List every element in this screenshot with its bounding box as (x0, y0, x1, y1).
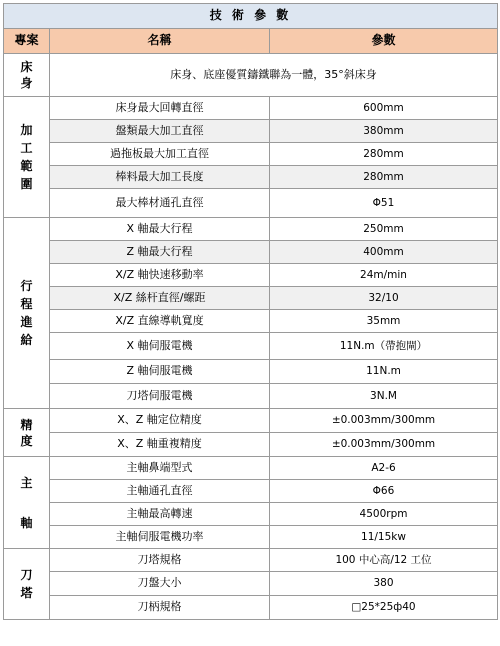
category-cell (4, 409, 50, 457)
table-row (4, 526, 498, 549)
param-value: Φ51 (270, 189, 498, 218)
param-name: X 軸最大行程 (50, 218, 270, 241)
table-row (4, 549, 498, 572)
param-name: Z 軸最大行程 (50, 241, 270, 264)
param-value: 3N.M (270, 384, 498, 409)
header-category: 專案 (4, 29, 50, 54)
category-cell (4, 457, 50, 549)
param-value: ±0.003mm/300mm (270, 433, 498, 457)
table-row (4, 218, 498, 241)
category-cell (4, 54, 50, 97)
param-value: 280mm (270, 143, 498, 166)
param-name: X/Z 直線導軌寬度 (50, 310, 270, 333)
param-name: 主軸最高轉速 (50, 503, 270, 526)
table-row (4, 503, 498, 526)
param-value: 380mm (270, 120, 498, 143)
category-label: 床身 (20, 60, 33, 90)
header-name: 名稱 (50, 29, 270, 54)
section-bed-row (4, 54, 498, 97)
param-name: 最大棒材通孔直徑 (50, 189, 270, 218)
category-label: 刀塔 (20, 568, 33, 600)
param-value: 35mm (270, 310, 498, 333)
param-value: 24m/min (270, 264, 498, 287)
param-value: 380 (270, 572, 498, 596)
table-row (4, 310, 498, 333)
title-row (4, 4, 498, 29)
table-row (4, 97, 498, 120)
category-label: 主軸 (20, 475, 33, 530)
param-value: A2-6 (270, 457, 498, 480)
param-value: Φ66 (270, 480, 498, 503)
spec-table (3, 3, 498, 620)
param-name: 刀塔規格 (50, 549, 270, 572)
param-value: □25*25ф40 (270, 596, 498, 620)
header-row (4, 29, 498, 54)
header-value: 參數 (270, 29, 498, 54)
param-name: 刀塔伺服電機 (50, 384, 270, 409)
category-label: 精度 (20, 417, 33, 448)
table-title: 技 術 參 數 (4, 4, 498, 29)
param-value: 250mm (270, 218, 498, 241)
table-row (4, 409, 498, 433)
table-row (4, 241, 498, 264)
param-name: X、Z 軸重複精度 (50, 433, 270, 457)
param-value: 100 中心高/12 工位 (270, 549, 498, 572)
param-name: X、Z 軸定位精度 (50, 409, 270, 433)
param-name: 主軸通孔直徑 (50, 480, 270, 503)
param-name: 刀柄規格 (50, 596, 270, 620)
table-row (4, 360, 498, 384)
param-value: 11/15kw (270, 526, 498, 549)
param-name: 刀盤大小 (50, 572, 270, 596)
table-row (4, 480, 498, 503)
category-cell (4, 97, 50, 218)
param-name: 過拖板最大加工直徑 (50, 143, 270, 166)
param-name: X/Z 軸快速移動率 (50, 264, 270, 287)
spec-table-container (3, 3, 498, 620)
category-label: 加工範圍 (20, 123, 33, 191)
table-row (4, 264, 498, 287)
param-name: 盤類最大加工直徑 (50, 120, 270, 143)
param-value: 600mm (270, 97, 498, 120)
category-cell (4, 549, 50, 620)
table-row (4, 287, 498, 310)
param-name: Z 軸伺服電機 (50, 360, 270, 384)
table-row (4, 189, 498, 218)
table-row (4, 572, 498, 596)
table-row (4, 120, 498, 143)
param-value: 4500rpm (270, 503, 498, 526)
full-row-cell: 床身、底座優質鑄鐵聯為一體，35°斜床身 (50, 54, 498, 97)
table-row (4, 166, 498, 189)
param-name: 主軸鼻端型式 (50, 457, 270, 480)
table-row (4, 433, 498, 457)
param-value: 11N.m（帶抱閘） (270, 333, 498, 360)
table-row (4, 333, 498, 360)
param-name: X/Z 絲杆直徑/螺距 (50, 287, 270, 310)
param-value: 11N.m (270, 360, 498, 384)
param-name: X 軸伺服電機 (50, 333, 270, 360)
table-row (4, 143, 498, 166)
param-value: 32/10 (270, 287, 498, 310)
table-row (4, 596, 498, 620)
param-value: 280mm (270, 166, 498, 189)
param-name: 床身最大回轉直徑 (50, 97, 270, 120)
param-name: 棒料最大加工長度 (50, 166, 270, 189)
category-cell (4, 218, 50, 409)
param-value: 400mm (270, 241, 498, 264)
param-value: ±0.003mm/300mm (270, 409, 498, 433)
table-row (4, 457, 498, 480)
table-row (4, 384, 498, 409)
param-name: 主軸伺服電機功率 (50, 526, 270, 549)
category-label: 行程進給 (20, 279, 33, 347)
